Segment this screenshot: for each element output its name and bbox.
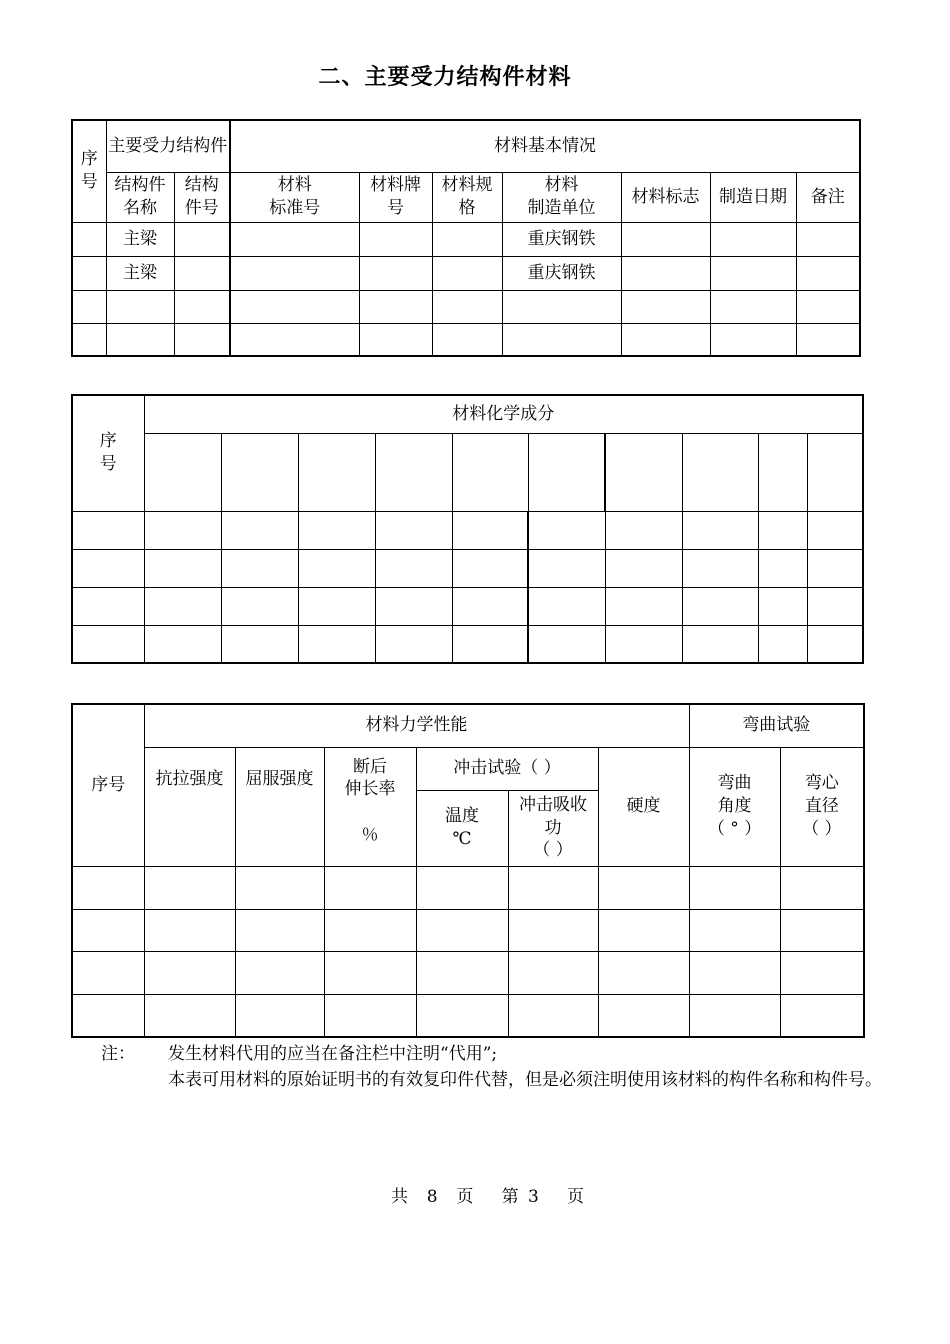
table-row	[72, 866, 864, 909]
table-row	[72, 909, 864, 951]
bend-test-header: 弯曲试验	[689, 704, 864, 747]
notes-label: 注：	[101, 1044, 135, 1064]
impact-energy-header: 冲击吸收 功 （ ）	[508, 790, 598, 866]
standard-cell	[230, 222, 359, 256]
table-row	[72, 222, 860, 256]
material-spec-header: 材料规 格	[432, 172, 502, 222]
table-row	[72, 587, 863, 625]
bend-diameter-header: 弯心 直径 （ ）	[780, 747, 864, 866]
table-row	[72, 511, 863, 549]
note-line-2: 本表可用材料的原始证明书的有效复印件代替，但是必须注明使用该材料的构件名称和构件号。	[168, 1070, 882, 1090]
material-maker-header: 材料 制造单位	[502, 172, 621, 222]
structural-parts-table	[71, 119, 861, 357]
seq-cell	[72, 222, 106, 256]
part-number-cell	[174, 290, 230, 323]
spec-cell	[432, 222, 502, 256]
table-row	[72, 323, 860, 356]
mechanical-properties-table	[71, 703, 865, 1038]
seq-cell	[72, 323, 106, 356]
element-header-cell	[682, 433, 758, 511]
table-row	[72, 994, 864, 1037]
spec-cell	[432, 290, 502, 323]
mark-cell	[621, 256, 710, 290]
maker-cell	[502, 323, 621, 356]
date-cell	[710, 323, 796, 356]
impact-temperature-header: 温度 ℃	[416, 790, 508, 866]
date-cell	[710, 256, 796, 290]
seq-cell	[72, 290, 106, 323]
bend-angle-header: 弯曲 角度 （ ° ）	[689, 747, 780, 866]
grade-cell	[359, 222, 432, 256]
part-number-header: 结构 件号	[174, 172, 230, 222]
page-title: 二、主要受力结构件材料	[318, 65, 572, 90]
grade-cell	[359, 323, 432, 356]
remark-cell	[796, 256, 860, 290]
table-row	[72, 290, 860, 323]
hardness-header: 硬度	[598, 747, 689, 866]
part-name-header: 结构件 名称	[106, 172, 174, 222]
mechanical-properties-header: 材料力学性能	[144, 704, 689, 747]
element-header-cell	[758, 433, 807, 511]
grade-cell	[359, 290, 432, 323]
standard-cell	[230, 323, 359, 356]
element-header-cell	[221, 433, 298, 511]
seq-header: 序号	[72, 704, 144, 866]
mark-cell	[621, 222, 710, 256]
material-grade-header: 材料牌 号	[359, 172, 432, 222]
elongation-header: 断后 伸长率 ％	[324, 747, 416, 866]
table-row	[72, 256, 860, 290]
date-cell	[710, 222, 796, 256]
part-number-cell	[174, 256, 230, 290]
page-number: 共 8 页 第 3 页	[390, 1187, 585, 1207]
part-number-cell	[174, 323, 230, 356]
main-parts-group-header: 主要受力结构件	[106, 120, 230, 172]
element-header-cell	[807, 433, 863, 511]
tensile-strength-header: 抗拉强度	[144, 747, 235, 866]
element-header-cell	[144, 433, 221, 511]
impact-test-header: 冲击试验（ ）	[416, 747, 598, 790]
yield-strength-header: 屈服强度	[235, 747, 324, 866]
element-header-cell	[298, 433, 375, 511]
remark-cell	[796, 290, 860, 323]
standard-cell	[230, 290, 359, 323]
chemical-composition-table	[71, 394, 864, 664]
grade-cell	[359, 256, 432, 290]
note-line-1: 发生材料代用的应当在备注栏中注明“代用”;	[168, 1044, 498, 1064]
remark-cell	[796, 222, 860, 256]
table-row	[72, 951, 864, 994]
standard-cell	[230, 256, 359, 290]
material-mark-header: 材料标志	[621, 172, 710, 222]
spec-cell	[432, 323, 502, 356]
part-name-cell	[106, 323, 174, 356]
element-header-cell	[375, 433, 452, 511]
seq-header: 序 号	[72, 120, 106, 222]
maker-cell: 重庆钢铁	[502, 222, 621, 256]
part-name-cell: 主梁	[106, 222, 174, 256]
remark-cell	[796, 323, 860, 356]
part-name-cell: 主梁	[106, 256, 174, 290]
mark-cell	[621, 290, 710, 323]
element-header-cell	[452, 433, 528, 511]
part-name-cell	[106, 290, 174, 323]
table-row	[72, 549, 863, 587]
material-standard-header: 材料 标准号	[230, 172, 359, 222]
remark-header: 备注	[796, 172, 860, 222]
table-row	[72, 625, 863, 663]
mark-cell	[621, 323, 710, 356]
element-header-cell	[528, 433, 605, 511]
chemical-composition-header: 材料化学成分	[144, 395, 863, 433]
element-header-cell	[605, 433, 682, 511]
spec-cell	[432, 256, 502, 290]
part-number-cell	[174, 222, 230, 256]
seq-header: 序 号	[72, 395, 144, 511]
date-cell	[710, 290, 796, 323]
manufacture-date-header: 制造日期	[710, 172, 796, 222]
maker-cell: 重庆钢铁	[502, 256, 621, 290]
seq-cell	[72, 256, 106, 290]
material-basic-group-header: 材料基本情况	[230, 120, 860, 172]
maker-cell	[502, 290, 621, 323]
